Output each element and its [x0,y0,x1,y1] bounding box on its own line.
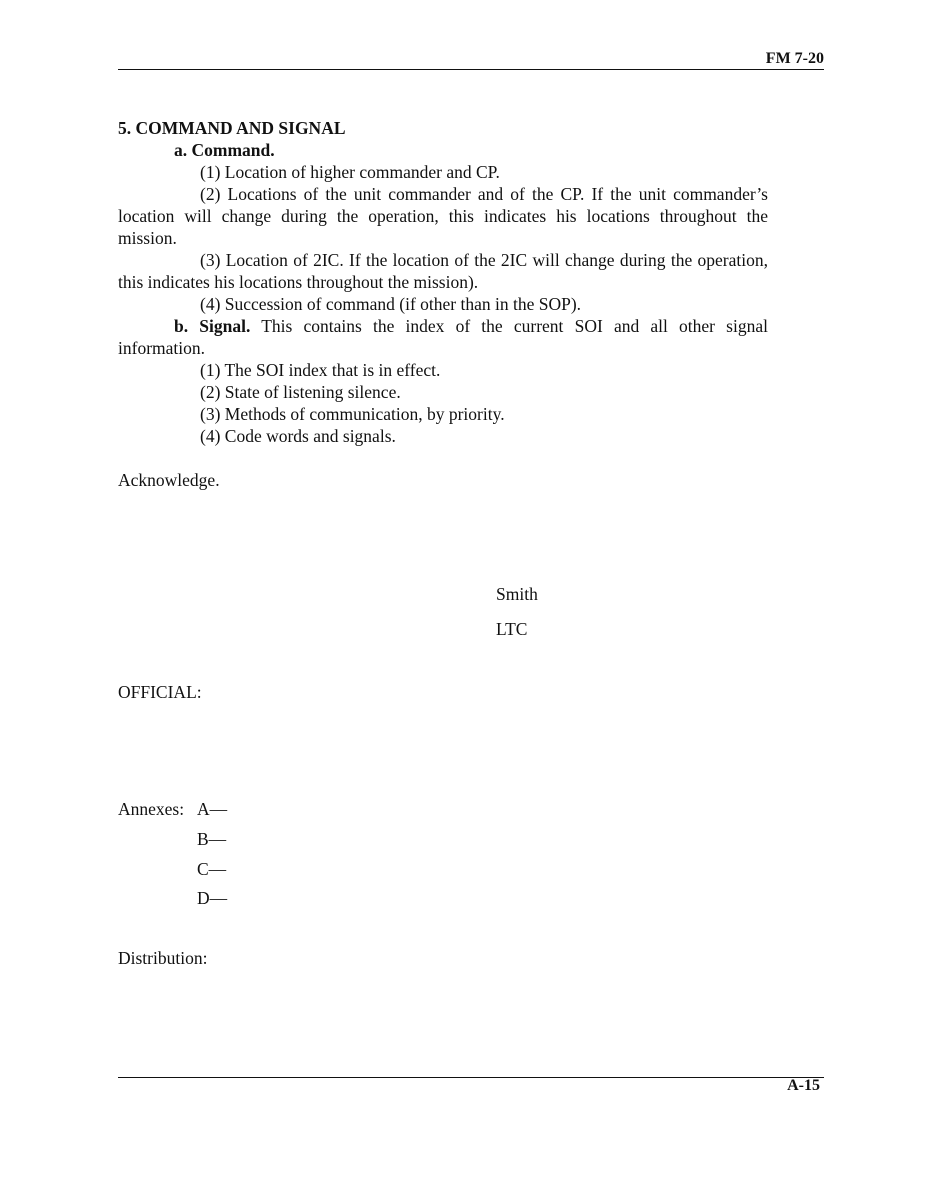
signal-item-3: (3) Methods of communication, by priority. [200,404,505,424]
command-item-3: (3) Location of 2IC. If the location of the 2IC will change during the operation, this indicates his locations throughout the mission). [118,250,768,292]
signature-rank: LTC [496,619,528,639]
annex-b: B— [197,829,227,849]
header-rule [118,69,824,70]
annexes-label: Annexes: [118,799,185,819]
command-item-4: (4) Succession of command (if other than in the SOP). [200,294,582,314]
command-item-2: (2) Locations of the unit commander and of the CP. If the unit commander’s location will change during the operation, this indicates his locations throughout the mission. [118,184,768,248]
signal-item-1: (1) The SOI index that is in effect. [200,360,441,380]
command-item-1: (1) Location of higher commander and CP. [200,162,500,182]
annex-a: A— [197,799,228,819]
section-title: 5. COMMAND AND SIGNAL [118,118,346,138]
distribution-label: Distribution: [118,948,208,968]
footer-rule [118,1077,824,1078]
signal-heading: b. Signal. [174,316,251,336]
annex-d: D— [197,888,228,908]
command-heading: a. Command. [174,140,275,160]
acknowledge-text: Acknowledge. [118,470,220,490]
annex-c: C— [197,859,227,879]
signature-name: Smith [496,584,538,604]
page-number: A-15 [787,1077,820,1094]
signal-intro: This contains the index of the current SOI and all other signal information. [118,316,768,358]
signal-item-4: (4) Code words and signals. [200,426,396,446]
signal-item-2: (2) State of listening silence. [200,382,401,402]
official-label: OFFICIAL: [118,682,202,702]
section-body [118,117,768,447]
signal-paragraph [118,315,768,359]
document-id: FM 7-20 [765,50,824,67]
